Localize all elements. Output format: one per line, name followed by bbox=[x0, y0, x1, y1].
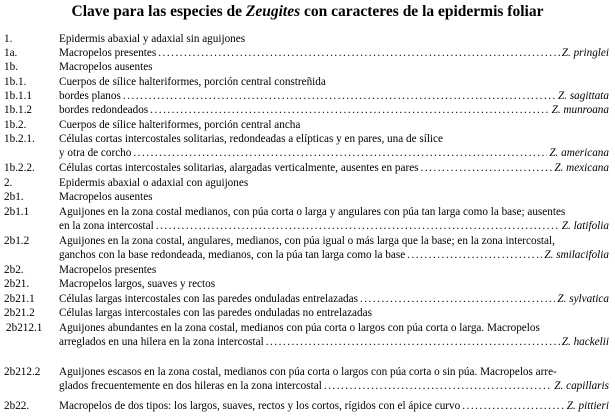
dot-leader bbox=[462, 400, 564, 414]
species-name: Z. mexicana bbox=[554, 162, 609, 174]
entry-text: Macropelos de dos tipos: los largos, suaves, rectos y los cortos, rígidos con el ápice curvo bbox=[59, 400, 461, 412]
entry-number: 1. bbox=[4, 33, 13, 45]
dot-leader bbox=[324, 380, 552, 394]
entry-text: Aguijones en la zona costal medianos, con púa corta o larga y angulares con púa tan larga como la base; ausentes bbox=[59, 206, 566, 218]
entry-number: 1b.1.1 bbox=[4, 90, 32, 102]
dot-leader bbox=[133, 147, 547, 161]
entry-text: bordes planos bbox=[59, 90, 121, 102]
species-name: Z. latifolia bbox=[561, 219, 609, 232]
entry-number: 2. bbox=[4, 177, 13, 189]
entry-text: bordes redondeados bbox=[59, 104, 149, 116]
entry-number: 1b.2. bbox=[4, 119, 27, 131]
entry-number: 2b21.1 bbox=[4, 293, 35, 305]
species-name: Z. pringlei bbox=[561, 47, 609, 59]
entry-number: 1b. bbox=[4, 61, 18, 73]
entry-number: 2b1.2 bbox=[4, 235, 30, 247]
entry-number: 2b2. bbox=[4, 264, 24, 276]
dot-leader bbox=[158, 47, 560, 61]
entry-text: Macropelos presentes bbox=[59, 47, 157, 59]
entry-text-continued: en la zona intercostal bbox=[59, 219, 154, 232]
species-name: Z. sylvatica bbox=[557, 293, 609, 305]
entry-text: Aguijones abundantes en la zona costal, medianos con púa corta o largos con púa corta o larga. Macropelos bbox=[59, 322, 540, 334]
entry-number: 1b.2.2. bbox=[4, 162, 35, 174]
entry-number: 1b.1. bbox=[4, 76, 27, 88]
entry-number: 2b22. bbox=[4, 400, 30, 412]
entry-number: 2b21.2 bbox=[4, 307, 35, 319]
species-name: Z. munroana bbox=[551, 104, 609, 116]
entry-number: 2b1.1 bbox=[4, 206, 30, 218]
dot-leader bbox=[407, 249, 542, 263]
entry-text: Epidermis abaxial o adaxial con aguijones bbox=[59, 177, 249, 189]
species-name: Z. pittieri bbox=[566, 400, 609, 412]
entry-text: Cuerpos de sílice halteriformes, porción central ancha bbox=[59, 119, 301, 131]
entry-text: Macropelos ausentes bbox=[59, 61, 153, 73]
entry-text: Epidermis abaxial y adaxial sin aguijones bbox=[59, 33, 246, 45]
entry-number: 2b212.1 bbox=[6, 322, 43, 334]
title-genus: Zeugites bbox=[245, 3, 301, 20]
entry-text: Células cortas intercostales solitarias, alargadas verticalmente, ausentes en pares bbox=[59, 162, 419, 174]
entry-text: Cuerpos de sílice halteriformes, porción central constreñida bbox=[59, 76, 326, 88]
entry-number: 1b.2.1. bbox=[4, 133, 35, 145]
entry-text: Células cortas intercostales solitarias, redondeadas a elípticas y en pares, una de sílice bbox=[59, 133, 443, 145]
entry-number: 2b1. bbox=[4, 191, 24, 203]
entry-text: Aguijones en la zona costal, angulares, medianos, con púa igual o más larga que la base; en la zona intercostal, bbox=[59, 235, 555, 247]
entry-number: 2b21. bbox=[4, 278, 30, 290]
species-name: Z. americana bbox=[549, 146, 609, 159]
dot-leader bbox=[150, 104, 549, 118]
dot-leader bbox=[156, 220, 560, 234]
entry-text-continued: y otra de corcho bbox=[59, 146, 132, 159]
entry-text: Células largas intercostales con las paredes onduladas entrelazadas bbox=[59, 293, 358, 305]
dot-leader bbox=[266, 336, 560, 350]
entry-text: Aguijones escasos en la zona costal, medianos con púa corta o largos con púa corta o sin púa. Macropelos arre- bbox=[59, 366, 557, 378]
entry-text: Macropelos largos, suaves y rectos bbox=[59, 278, 216, 290]
entry-number: 1a. bbox=[4, 47, 18, 59]
species-name: Z. hackelii bbox=[561, 335, 609, 348]
page-title bbox=[0, 3, 615, 21]
species-name: Z. capillaris bbox=[554, 379, 609, 392]
species-name: Z. sagittata bbox=[558, 90, 609, 102]
dot-leader bbox=[123, 90, 556, 104]
dot-leader bbox=[360, 293, 555, 307]
species-name: Z. smilacifolia bbox=[544, 248, 609, 261]
title-before: Clave para las especies de bbox=[71, 3, 246, 20]
entry-text: Macropelos presentes bbox=[59, 264, 157, 276]
title-after: con caracteres de la epidermis foliar bbox=[300, 3, 544, 20]
dot-leader bbox=[421, 162, 553, 176]
entry-text-continued: glados frecuentemente en dos hileras en la zona intercostal bbox=[59, 379, 322, 392]
entry-text-continued: ganchos con la base redondeada, medianos, con la púa tan larga como la base bbox=[59, 248, 406, 261]
entry-text: Células largas intercostales con las paredes onduladas no entrelazadas bbox=[59, 307, 372, 319]
entry-number: 1b.1.2 bbox=[4, 104, 32, 116]
entry-text: Macropelos ausentes bbox=[59, 191, 153, 203]
entry-text-continued: arreglados en una hilera en la zona intercostal bbox=[59, 335, 264, 348]
entry-number: 2b212.2 bbox=[4, 366, 41, 378]
